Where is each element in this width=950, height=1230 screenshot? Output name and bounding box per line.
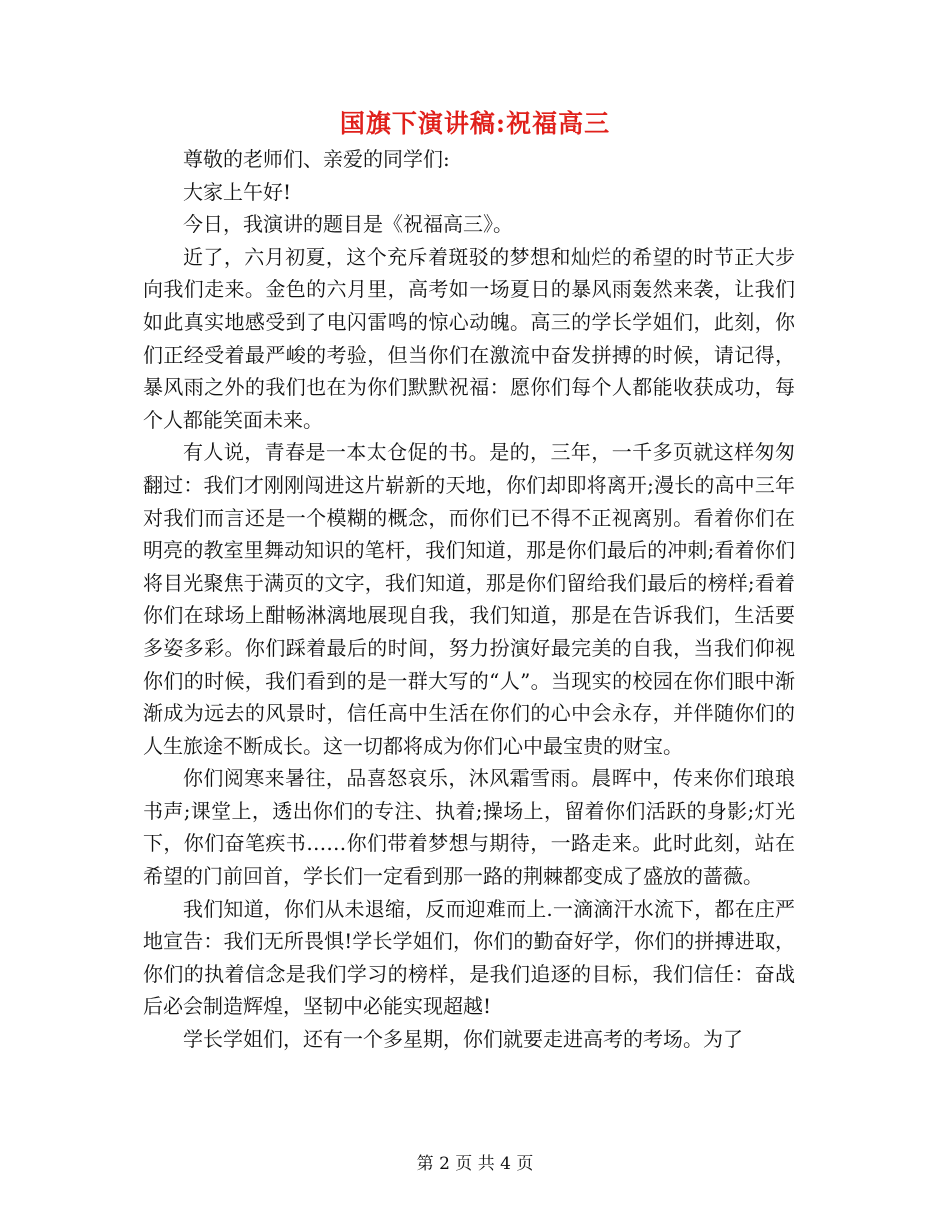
paragraph-body: 有人说，青春是一本太仓促的书。是的，三年，一千多页就这样匆匆翻过：我们才刚刚闯进这片崭新的天地，你们却即将离开;漫长的高中三年对我们而言还是一个模糊的概念，而你们已不得不正视离别。看着你们在明亮的教室里舞动知识的笔杆，我们知道，那是你们最后的冲刺;看着你们将目光聚焦于满页的文字，我们知道，那是你们留给我们最后的榜样;看着你们在球场上酣畅淋漓地展现自我，我们知道，那是在告诉我们，生活要多姿多彩。你们踩着最后的时间，努力扮演好最完美的自我，当我们仰视你们的时候，我们看到的是一群大写的“人”。当现实的校园在你们眼中渐渐成为远去的风景时，信任高中生活在你们的心中会永存，并伴随你们的人生旅途不断成长。这一切都将成为你们心中最宝贵的财宝。 (143, 440, 795, 758)
paragraph-salutation: 尊敬的老师们、亲爱的同学们: (183, 147, 450, 171)
paragraph-body: 你们阅寒来暑往，品喜怒哀乐，沐风霜雪雨。晨晖中，传来你们琅琅书声;课堂上，透出你们的专注、执着;操场上，留着你们活跃的身影;灯光下，你们奋笔疾书……你们带着梦想与期待，一路走来。此时此刻，站在希望的门前回首，学长们一定看到那一路的荆棘都变成了盛放的蔷薇。 (143, 766, 795, 889)
page-number-footer: 第 2 页 共 4 页 (416, 1154, 534, 1174)
page-title: 国旗下演讲稿:祝福高三 (339, 109, 611, 138)
paragraph-greeting: 大家上午好! (183, 179, 292, 204)
document-body (143, 143, 795, 1056)
paragraph-body: 近了，六月初夏，这个充斥着斑驳的梦想和灿烂的希望的时节正大步向我们走来。金色的六月里，高考如一场夏日的暴风雨轰然来袭，让我们如此真实地感受到了电闪雷鸣的惊心动魄。高三的学长学姐们，此刻，你们正经受着最严峻的考验，但当你们在激流中奋发拼搏的时候，请记得，暴风雨之外的我们也在为你们默默祝福：愿你们每个人都能收获成功，每个人都能笑面未来。 (143, 244, 795, 432)
paragraph-body: 学长学姐们，还有一个多星期，你们就要走进高考的考场。为了 (183, 1027, 743, 1052)
paragraph-topic: 今日，我演讲的题目是《祝福高三》。 (183, 212, 513, 237)
paragraph-body: 我们知道，你们从未退缩，反而迎难而上.一滴滴汗水流下，都在庄严地宣告：我们无所畏惧!学长学姐们，你们的勤奋好学，你们的拼搏进取，你们的执着信念是我们学习的榜样，是我们追逐的目标，我们信任：奋战后必会制造辉煌，坚韧中必能实现超越! (143, 896, 795, 1019)
